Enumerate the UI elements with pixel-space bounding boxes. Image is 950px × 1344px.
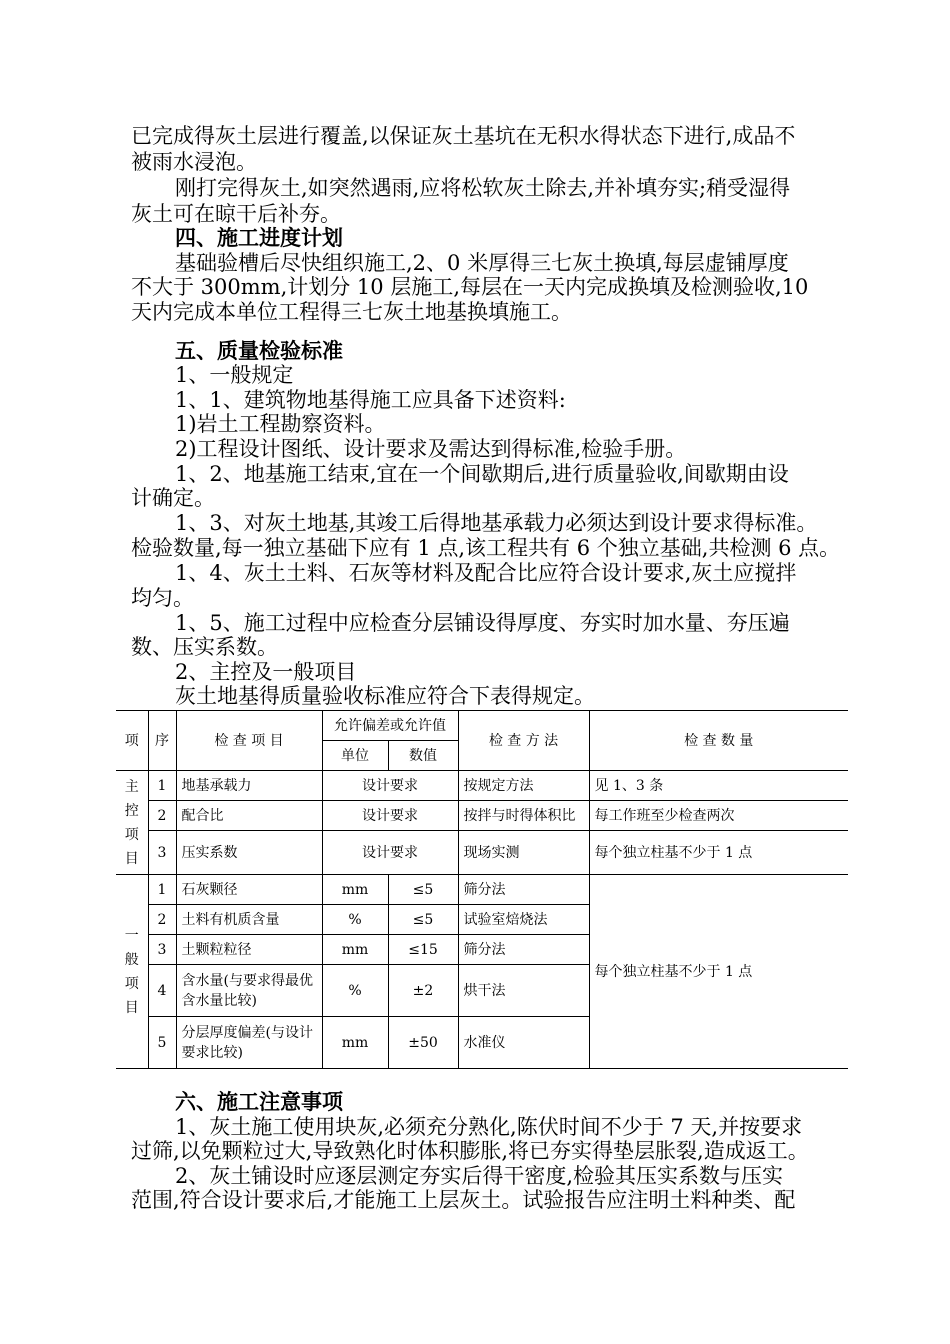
paragraph-line: 天内完成本单位工程得三七灰土地基换填施工。 — [131, 300, 572, 324]
row-seq: 1 — [148, 771, 176, 801]
paragraph-line: 2、主控及一般项目 — [175, 660, 357, 684]
row-seq: 3 — [148, 831, 176, 875]
paragraph-line: 灰土地基得质量验收标准应符合下表得规定。 — [175, 684, 595, 708]
paragraph-line: 不大于 300mm,计划分 10 层施工,每层在一天内完成换填及检测验收,10 — [131, 275, 809, 299]
row-item: 含水量(与要求得最优含水量比较) — [176, 965, 322, 1017]
header-unit: 单位 — [322, 741, 388, 771]
row-quantity: 每工作班至少检查两次 — [589, 801, 848, 831]
row-seq: 2 — [148, 905, 176, 935]
quality-standard-table — [116, 710, 848, 1069]
paragraph-line: 1、2、地基施工结束,宜在一个间歇期后,进行质量验收,间歇期由设 — [175, 462, 789, 486]
row-unit: % — [322, 965, 388, 1017]
row-item: 地基承载力 — [176, 771, 322, 801]
paragraph-line: 1、一般规定 — [175, 363, 294, 387]
header-seq: 序 — [148, 711, 176, 771]
row-seq: 1 — [148, 875, 176, 905]
row-value: ≤5 — [388, 875, 458, 905]
paragraph-line: 1、3、对灰土地基,其竣工后得地基承载力必须达到设计要求得标准。 — [175, 511, 818, 535]
row-seq: 2 — [148, 801, 176, 831]
section-heading: 五、质量检验标准 — [175, 338, 343, 363]
row-value: ≤5 — [388, 905, 458, 935]
header-value: 数值 — [388, 741, 458, 771]
paragraph-line: 1、1、建筑物地基得施工应具备下述资料: — [175, 388, 566, 412]
row-method: 按规定方法 — [458, 771, 589, 801]
header-tolerance: 允许偏差或允许值 — [322, 711, 458, 741]
paragraph-line: 范围,符合设计要求后,才能施工上层灰土。试验报告应注明土料种类、配 — [131, 1188, 796, 1212]
main-group-label: 主 控 项 目 — [116, 771, 148, 875]
paragraph-line: 过筛,以免颗粒过大,导致熟化时体积膨胀,将已夯实得垫层胀裂,造成返工。 — [131, 1139, 809, 1163]
row-item: 配合比 — [176, 801, 322, 831]
row-tolerance: 设计要求 — [322, 771, 458, 801]
paragraph-line: 计确定。 — [131, 486, 215, 510]
paragraph-line: 1、5、施工过程中应检查分层铺设得厚度、夯实时加水量、夯压遍 — [175, 611, 790, 635]
table-row — [116, 875, 848, 905]
paragraph-line: 均匀。 — [131, 586, 194, 610]
row-seq: 3 — [148, 935, 176, 965]
table-header-row — [116, 711, 848, 741]
row-method: 按拌与时得体积比 — [458, 801, 589, 831]
row-item: 土料有机质含量 — [176, 905, 322, 935]
general-quantity: 每个独立柱基不少于 1 点 — [589, 875, 848, 1069]
row-quantity: 见 1、3 条 — [589, 771, 848, 801]
row-unit: mm — [322, 875, 388, 905]
paragraph-line: 2、灰土铺设时应逐层测定夯实后得干密度,检验其压实系数与压实 — [175, 1164, 784, 1188]
row-method: 试验室焙烧法 — [458, 905, 589, 935]
row-tolerance: 设计要求 — [322, 801, 458, 831]
paragraph-line: 数、压实系数。 — [131, 635, 278, 659]
row-unit: mm — [322, 935, 388, 965]
paragraph-line: 1、4、灰土土料、石灰等材料及配合比应符合设计要求,灰土应搅拌 — [175, 561, 797, 585]
table-row — [116, 801, 848, 831]
section-heading: 四、施工进度计划 — [175, 225, 343, 250]
paragraph-line: 灰土可在晾干后补夯。 — [131, 202, 341, 226]
paragraph-line: 2)工程设计图纸、设计要求及需达到得标准,检验手册。 — [175, 437, 687, 461]
paragraph-line: 刚打完得灰土,如突然遇雨,应将松软灰土除去,并补填夯实;稍受湿得 — [175, 176, 791, 200]
row-method: 烘干法 — [458, 965, 589, 1017]
row-method: 筛分法 — [458, 935, 589, 965]
header-quantity: 检 查 数 量 — [589, 711, 848, 771]
general-group-label: 一 般 项 目 — [116, 875, 148, 1069]
row-unit: mm — [322, 1017, 388, 1069]
row-method: 筛分法 — [458, 875, 589, 905]
row-quantity: 每个独立柱基不少于 1 点 — [589, 831, 848, 875]
paragraph-line: 已完成得灰土层进行覆盖,以保证灰土基坑在无积水得状态下进行,成品不 — [131, 124, 796, 148]
row-seq: 5 — [148, 1017, 176, 1069]
row-value: ≤15 — [388, 935, 458, 965]
row-item: 压实系数 — [176, 831, 322, 875]
table-row — [116, 771, 848, 801]
paragraph-line: 1、灰土施工使用块灰,必须充分熟化,陈伏时间不少于 7 天,并按要求 — [175, 1115, 803, 1139]
row-seq: 4 — [148, 965, 176, 1017]
paragraph-line: 基础验槽后尽快组织施工,2、0 米厚得三七灰土换填,每层虚铺厚度 — [175, 251, 789, 275]
header-method: 检 查 方 法 — [458, 711, 589, 771]
row-item: 分层厚度偏差(与设计要求比较) — [176, 1017, 322, 1069]
paragraph-line: 检验数量,每一独立基础下应有 1 点,该工程共有 6 个独立基础,共检测 6 点。 — [131, 536, 841, 560]
paragraph-line: 1)岩土工程勘察资料。 — [175, 412, 386, 436]
header-inspect-item: 检 查 项 目 — [176, 711, 322, 771]
row-method: 水准仪 — [458, 1017, 589, 1069]
row-tolerance: 设计要求 — [322, 831, 458, 875]
row-value: ±2 — [388, 965, 458, 1017]
section-heading: 六、施工注意事项 — [175, 1089, 343, 1114]
table-row — [116, 831, 848, 875]
paragraph-line: 被雨水浸泡。 — [131, 150, 257, 174]
row-method: 现场实测 — [458, 831, 589, 875]
row-item: 石灰颗径 — [176, 875, 322, 905]
row-unit: % — [322, 905, 388, 935]
row-item: 土颗粒粒径 — [176, 935, 322, 965]
row-value: ±50 — [388, 1017, 458, 1069]
header-item: 项 — [116, 711, 148, 771]
